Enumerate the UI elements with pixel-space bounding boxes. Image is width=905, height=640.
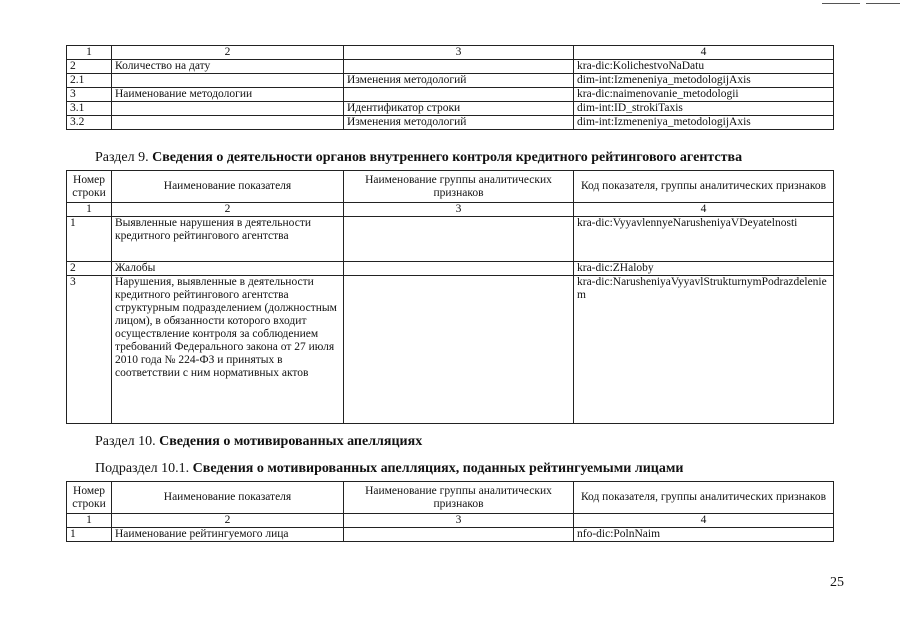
table-continuation bbox=[66, 45, 834, 130]
row-code: kra-dic:naimenovanie_metodologii bbox=[574, 88, 834, 102]
col-number-3: 3 bbox=[344, 203, 574, 217]
row-group bbox=[344, 88, 574, 102]
row-code: kra-dic:ZHaloby bbox=[574, 262, 834, 276]
col-number-1: 1 bbox=[67, 514, 112, 528]
row-number: 3 bbox=[67, 88, 112, 102]
col-header-group: Наименование группы аналитических признаков bbox=[344, 171, 574, 203]
col-header-name: Наименование показателя bbox=[112, 482, 344, 514]
row-code: kra-dic:VyyavlennyeNarusheniyaVDeyatelnosti bbox=[574, 217, 834, 262]
table-row bbox=[67, 276, 834, 424]
table-row bbox=[67, 102, 834, 116]
row-number: 3.2 bbox=[67, 116, 112, 130]
col-number-2: 2 bbox=[112, 203, 344, 217]
row-number: 2.1 bbox=[67, 74, 112, 88]
row-group bbox=[344, 276, 574, 424]
row-group bbox=[344, 528, 574, 542]
col-header-number: Номер строки bbox=[67, 482, 112, 514]
table-row bbox=[67, 88, 834, 102]
row-name: Количество на дату bbox=[112, 60, 344, 74]
section-10-heading bbox=[95, 434, 422, 450]
col-header-name: Наименование показателя bbox=[112, 171, 344, 203]
table-row bbox=[67, 528, 834, 542]
row-code: dim-int:ID_strokiTaxis bbox=[574, 102, 834, 116]
table-row bbox=[67, 116, 834, 130]
table-row bbox=[67, 60, 834, 74]
row-number: 1 bbox=[67, 217, 112, 262]
table-row bbox=[67, 217, 834, 262]
section-9-prefix: Раздел 9. bbox=[95, 150, 153, 165]
row-code: kra-dic:KolichestvoNaDatu bbox=[574, 60, 834, 74]
row-number: 1 bbox=[67, 528, 112, 542]
page-number: 25 bbox=[830, 575, 844, 590]
row-name bbox=[112, 116, 344, 130]
col-number-4: 4 bbox=[574, 203, 834, 217]
col-number-1: 1 bbox=[67, 203, 112, 217]
row-name: Жалобы bbox=[112, 262, 344, 276]
table-header bbox=[67, 171, 834, 203]
top-rule-1 bbox=[822, 3, 860, 4]
row-name: Наименование рейтингуемого лица bbox=[112, 528, 344, 542]
row-number: 2 bbox=[67, 60, 112, 74]
col-number-2: 2 bbox=[112, 514, 344, 528]
row-number: 3 bbox=[67, 276, 112, 424]
col-header-group: Наименование группы аналитических признаков bbox=[344, 482, 574, 514]
section-10-title: Сведения о мотивированных апелляциях bbox=[159, 434, 423, 449]
row-name: Наименование методологии bbox=[112, 88, 344, 102]
col-header-code: Код показателя, группы аналитических признаков bbox=[574, 482, 834, 514]
col-number-3: 3 bbox=[344, 514, 574, 528]
table-header-numbers bbox=[67, 203, 834, 217]
row-name: Нарушения, выявленные в деятельности кредитного рейтингового агентства структурным подразделением (должностным лицом), в обязанности которого входит осуществление контроля за соблюдением требований Федерального закона от 27 июля 2010 года № 224-ФЗ и принятых в соответствии с ним нормативных актов bbox=[112, 276, 344, 424]
col-number-2: 2 bbox=[112, 46, 344, 60]
col-number-1: 1 bbox=[67, 46, 112, 60]
col-number-4: 4 bbox=[574, 46, 834, 60]
row-group bbox=[344, 217, 574, 262]
section-10-prefix: Раздел 10. bbox=[95, 434, 160, 449]
table-header bbox=[67, 482, 834, 514]
table-header-numbers bbox=[67, 514, 834, 528]
top-rule-2 bbox=[866, 3, 900, 4]
row-number: 3.1 bbox=[67, 102, 112, 116]
row-group: Идентификатор строки bbox=[344, 102, 574, 116]
subsection-10-1-title: Сведения о мотивированных апелляциях, поданных рейтингуемыми лицами bbox=[192, 461, 684, 476]
row-code: kra-dic:NarusheniyaVyyavlStrukturnymPodrazdeleniem bbox=[574, 276, 834, 424]
col-header-number: Номер строки bbox=[67, 171, 112, 203]
row-group: Изменения методологий bbox=[344, 74, 574, 88]
row-group bbox=[344, 262, 574, 276]
col-number-4: 4 bbox=[574, 514, 834, 528]
row-code: dim-int:Izmeneniya_metodologijAxis bbox=[574, 116, 834, 130]
table-subsection-10-1 bbox=[66, 481, 834, 542]
table-section-9 bbox=[66, 170, 834, 424]
row-group bbox=[344, 60, 574, 74]
col-number-3: 3 bbox=[344, 46, 574, 60]
row-name bbox=[112, 74, 344, 88]
row-code: nfo-dic:PolnNaim bbox=[574, 528, 834, 542]
subsection-10-1-prefix: Подраздел 10.1. bbox=[95, 461, 193, 476]
col-header-code: Код показателя, группы аналитических признаков bbox=[574, 171, 834, 203]
row-name bbox=[112, 102, 344, 116]
row-name: Выявленные нарушения в деятельности кредитного рейтингового агентства bbox=[112, 217, 344, 262]
table-header-numbers bbox=[67, 46, 834, 60]
section-9-title: Сведения о деятельности органов внутреннего контроля кредитного рейтингового агентства bbox=[152, 150, 743, 165]
table-row bbox=[67, 262, 834, 276]
subsection-10-1-heading bbox=[95, 461, 683, 477]
row-number: 2 bbox=[67, 262, 112, 276]
row-code: dim-int:Izmeneniya_metodologijAxis bbox=[574, 74, 834, 88]
section-9-heading bbox=[95, 150, 742, 166]
row-group: Изменения методологий bbox=[344, 116, 574, 130]
table-row bbox=[67, 74, 834, 88]
